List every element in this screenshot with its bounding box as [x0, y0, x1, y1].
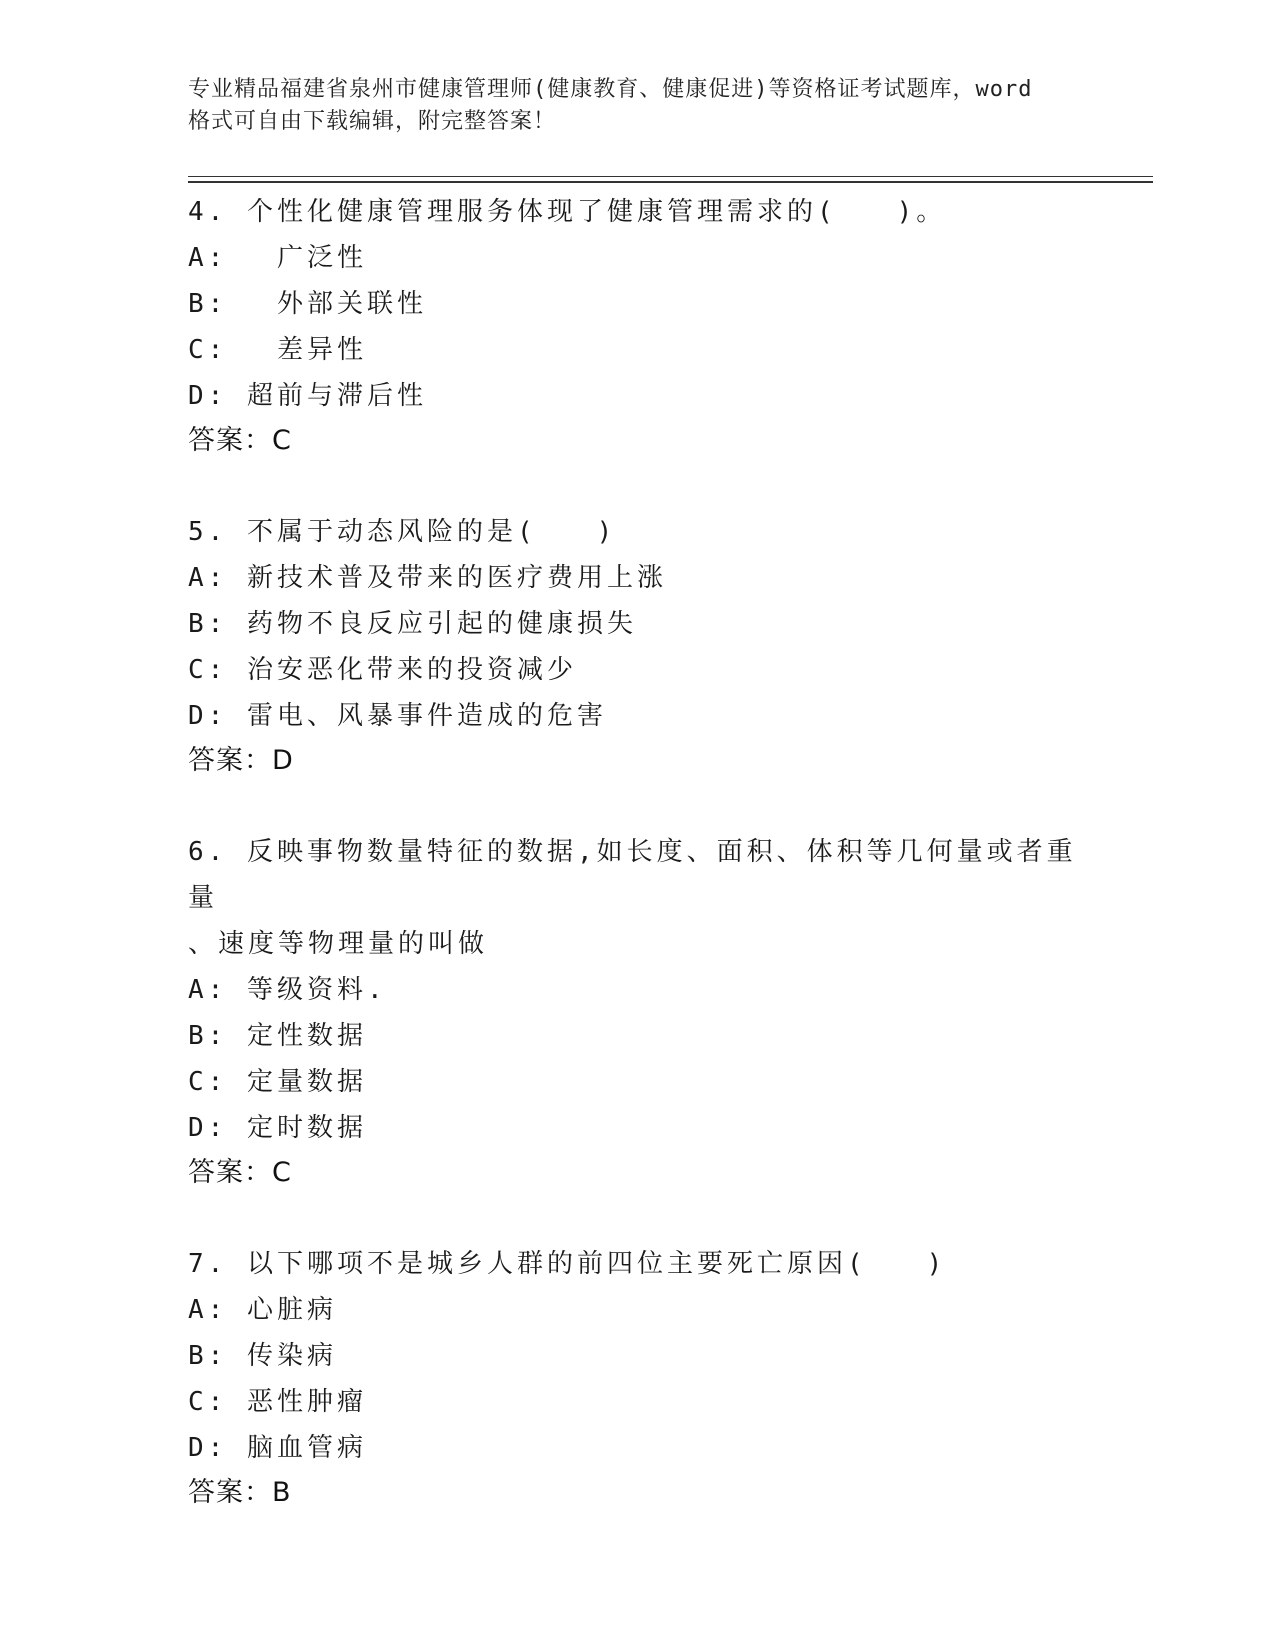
answer-label: 答案：C	[188, 1157, 292, 1188]
option-b: B: 外部关联性	[188, 289, 427, 319]
question-stem: 7. 以下哪项不是城乡人群的前四位主要死亡原因( )	[188, 1249, 947, 1279]
option-c: C: 定量数据	[188, 1067, 367, 1097]
question-5	[188, 509, 1088, 783]
option-a: A: 心脏病	[188, 1295, 337, 1325]
answer-label: 答案：C	[188, 425, 292, 456]
question-7	[188, 1241, 1088, 1515]
question-stem-continued: 、速度等物理量的叫做	[188, 929, 489, 959]
option-b: B: 定性数据	[188, 1021, 367, 1051]
option-c: C: 恶性肿瘤	[188, 1387, 367, 1417]
option-c: C: 差异性	[188, 335, 367, 365]
answer-label: 答案：B	[188, 1477, 292, 1508]
question-list	[188, 189, 1088, 1561]
question-stem: 6. 反映事物数量特征的数据,如长度、面积、体积等几何量或者重量	[188, 837, 1077, 913]
option-a: A: 等级资料.	[188, 975, 387, 1005]
option-d: D: 雷电、风暴事件造成的危害	[188, 701, 607, 731]
option-b: B: 传染病	[188, 1341, 337, 1371]
question-stem: 4. 个性化健康管理服务体现了健康管理需求的( )。	[188, 197, 947, 227]
option-d: D: 脑血管病	[188, 1433, 367, 1463]
header-line-2: 格式可自由下载编辑，附完整答案！	[188, 109, 557, 134]
option-a: A: 新技术普及带来的医疗费用上涨	[188, 563, 667, 593]
option-c: C: 治安恶化带来的投资减少	[188, 655, 577, 685]
option-a: A: 广泛性	[188, 243, 367, 273]
header-divider-thin	[188, 176, 1153, 177]
header-divider-thick	[188, 181, 1153, 183]
question-4	[188, 189, 1088, 463]
question-6	[188, 829, 1088, 1195]
question-stem: 5. 不属于动态风险的是( )	[188, 517, 617, 547]
option-d: D: 定时数据	[188, 1113, 367, 1143]
option-d: D: 超前与滞后性	[188, 381, 427, 411]
option-b: B: 药物不良反应引起的健康损失	[188, 609, 637, 639]
header-line-1: 专业精品福建省泉州市健康管理师(健康教育、健康促进)等资格证考试题库，word	[188, 77, 1033, 102]
document-header	[188, 74, 1088, 138]
answer-label: 答案：D	[188, 745, 294, 776]
